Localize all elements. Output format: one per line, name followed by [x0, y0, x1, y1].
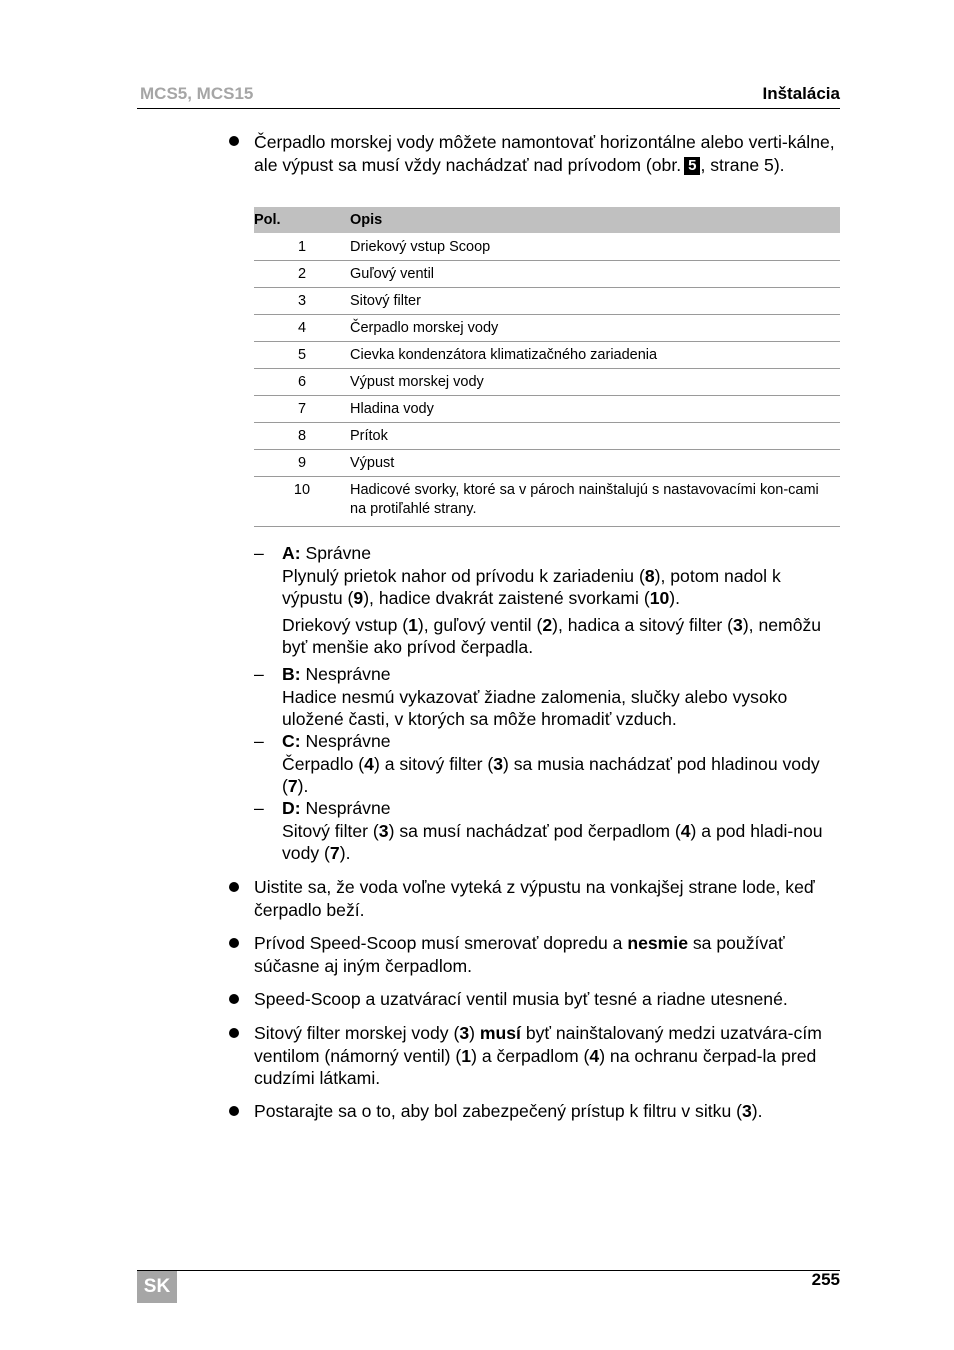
bullet-icon	[229, 1028, 239, 1038]
parts-table	[254, 207, 840, 527]
bullet-icon	[229, 136, 239, 146]
col-header-pos: Pol.	[254, 207, 350, 233]
figure-ref-badge: 5	[684, 157, 700, 175]
language-badge: SK	[137, 1271, 177, 1303]
bullet-paragraph: Sitový filter morskej vody (3) musí byť nainštalovaný medzi uzatvára-cím ventilom (námorný ventil) (1) a čerpadlom (4) na ochranu čerpad-la pred cudzími látkami.	[254, 1023, 822, 1088]
section-title: Inštalácia	[762, 84, 840, 103]
table-header-row	[254, 207, 840, 233]
dash-marker: –	[254, 798, 264, 818]
footer-divider	[137, 1270, 840, 1271]
table-row: 7 Hladina vody	[254, 396, 840, 423]
table-row: 8 Prítok	[254, 423, 840, 450]
bullet-paragraph: Postarajte sa o to, aby bol zabezpečený prístup k filtru v sitku (3).	[254, 1101, 763, 1121]
table-row: 4 Čerpadlo morskej vody	[254, 315, 840, 342]
dash-marker: –	[254, 731, 264, 751]
col-header-desc: Opis	[350, 207, 840, 233]
table-row: 5 Cievka kondenzátora klimatizačného zariadenia	[254, 342, 840, 369]
dash-marker: –	[254, 543, 264, 563]
table-row: 2 Guľový ventil	[254, 261, 840, 288]
table-row: 10 Hadicové svorky, ktoré sa v pároch nainštalujú s nastavovacími kon-cami na protiľahlé strany.	[254, 477, 840, 527]
page-header	[137, 84, 840, 109]
bullet-paragraph: Speed-Scoop a uzatvárací ventil musia byť tesné a riadne utesnené.	[254, 989, 788, 1009]
bullet-paragraph: Prívod Speed-Scoop musí smerovať dopredu a nesmie sa používať súčasne aj iným čerpadlom.	[254, 933, 785, 976]
case-b: B: Nesprávne Hadice nesmú vykazovať žiadne zalomenia, slučky alebo vysoko uložené časti, v ktorých sa môže hromadiť vzduch.	[282, 664, 788, 729]
model-name: MCS5, MCS15	[140, 84, 254, 103]
bullet-icon	[229, 882, 239, 892]
case-c: C: Nesprávne Čerpadlo (4) a sitový filter (3) sa musia nachádzať pod hladinou vody (7).	[282, 731, 820, 796]
case-a: A: Správne Plynulý prietok nahor od prívodu k zariadeniu (8), potom nadol k výpustu (9), hadice dvakrát zaistené svorkami (10). Driekový vstup (1), guľový ventil (2), hadica a sitový filter (3), nemôžu byť menšie ako prívod čerpadla.	[282, 543, 822, 657]
bullet-paragraph: Uistite sa, že voda voľne vyteká z výpustu na vonkajšej strane lode, keď čerpadlo beží.	[254, 877, 815, 920]
bullet-icon	[229, 938, 239, 948]
bullet-icon	[229, 1106, 239, 1116]
intro-paragraph: Čerpadlo morskej vody môžete namontovať horizontálne alebo verti-kálne, ale výpust sa musí vždy nachádzať nad prívodom (obr. 5 , strane 5).	[254, 132, 835, 175]
table-row: 6 Výpust morskej vody	[254, 369, 840, 396]
table-row: 9 Výpust	[254, 450, 840, 477]
table-row: 3 Sitový filter	[254, 288, 840, 315]
bullet-icon	[229, 994, 239, 1004]
page-number: 255	[811, 1270, 840, 1289]
table-row: 1 Driekový vstup Scoop	[254, 233, 840, 261]
case-d: D: Nesprávne Sitový filter (3) sa musí nachádzať pod čerpadlom (4) a pod hladi-nou vody (7).	[282, 798, 823, 863]
dash-marker: –	[254, 664, 264, 684]
